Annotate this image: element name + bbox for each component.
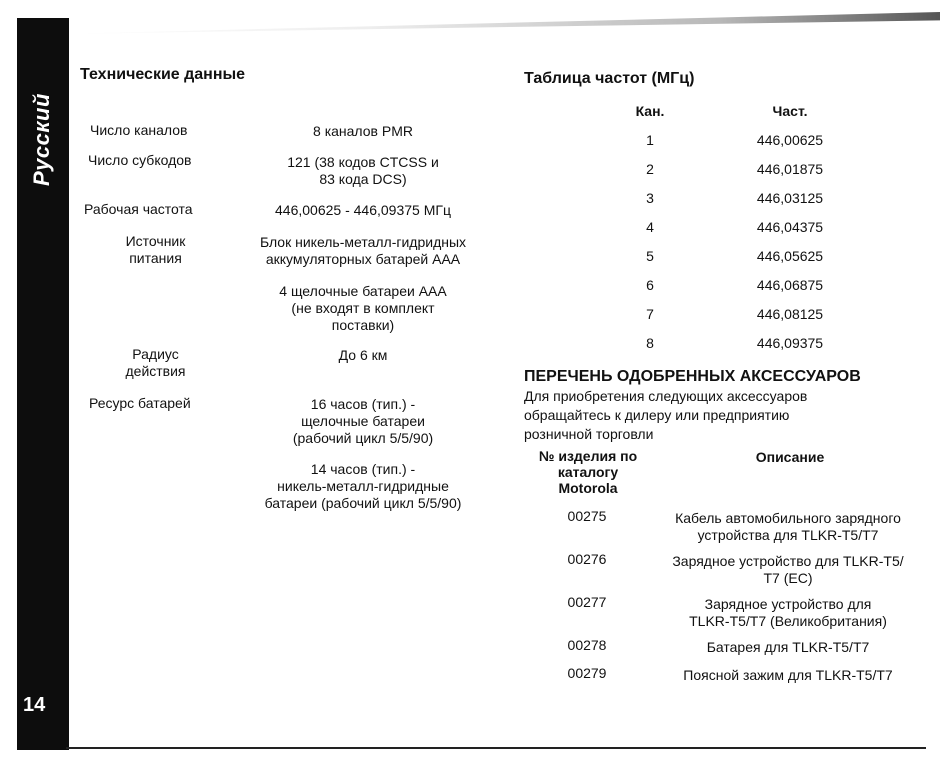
freq-channel: 7: [646, 306, 654, 322]
accessory-part-number: 00279: [567, 665, 607, 681]
accessories-header-part: Motorola: [558, 480, 618, 496]
spec-value: никель-металл-гидридные: [277, 478, 449, 494]
specs-title: Технические данные: [80, 66, 246, 83]
accessory-description: Батарея для TLKR-T5/T7: [706, 639, 870, 655]
accessories-intro: Для приобретения следующих аксессуаров: [524, 388, 808, 404]
freq-title: Таблица частот (МГц): [524, 70, 695, 87]
freq-value: 446,00625: [756, 132, 824, 148]
spec-label: Радиус: [132, 346, 179, 362]
freq-value: 446,05625: [756, 248, 824, 264]
accessory-description: Зарядное устройство для TLKR-T5/: [672, 553, 904, 569]
freq-channel: 3: [646, 190, 654, 206]
accessories-header-part: каталогу: [557, 464, 619, 480]
accessory-description: T7 (EC): [763, 570, 813, 586]
spec-label: Число каналов: [90, 122, 188, 138]
spec-value: Блок никель-металл-гидридных: [259, 234, 467, 250]
accessory-description: Поясной зажим для TLKR-T5/T7: [683, 667, 893, 683]
spec-label: Ресурс батарей: [89, 395, 191, 411]
spec-value: 4 щелочные батареи AAA: [279, 283, 447, 299]
accessory-part-number: 00277: [567, 594, 607, 610]
freq-value: 446,08125: [756, 306, 824, 322]
spec-label: Число субкодов: [88, 152, 192, 168]
bottom-rule: [66, 747, 926, 749]
spec-label: Источник: [125, 233, 186, 249]
freq-value: 446,06875: [756, 277, 824, 293]
accessories-header-part: № изделия по: [538, 448, 638, 464]
spec-value: (рабочий цикл 5/5/90): [292, 430, 434, 446]
freq-channel: 1: [646, 132, 654, 148]
freq-value: 446,04375: [756, 219, 824, 235]
freq-channel: 2: [646, 161, 654, 177]
freq-header-channel: Кан.: [635, 103, 665, 119]
freq-channel: 8: [646, 335, 654, 351]
spec-value: 446,00625 - 446,09375 МГц: [275, 202, 451, 218]
freq-value: 446,09375: [756, 335, 824, 351]
spec-value: 14 часов (тип.) -: [310, 461, 416, 477]
accessories-intro: обращайтесь к дилеру или предприятию: [524, 407, 790, 423]
accessory-description: TLKR-T5/T7 (Великобритания): [689, 613, 887, 629]
accessory-description: Зарядное устройство для: [704, 596, 872, 612]
freq-channel: 4: [646, 219, 654, 235]
spec-label: действия: [125, 363, 186, 379]
spec-value: 121 (38 кодов CTCSS и: [287, 154, 439, 170]
freq-value: 446,01875: [756, 161, 824, 177]
spec-value: аккумуляторных батарей AAA: [265, 251, 461, 267]
accessory-description: Кабель автомобильного зарядного: [675, 510, 901, 526]
language-side-tab: [17, 18, 69, 750]
accessory-description: устройства для TLKR-T5/T7: [697, 527, 879, 543]
page-number: 14: [23, 694, 46, 716]
freq-channel: 5: [646, 248, 654, 264]
accessory-part-number: 00278: [567, 637, 607, 653]
freq-header-frequency: Част.: [772, 103, 808, 119]
spec-value: батареи (рабочий цикл 5/5/90): [264, 495, 462, 511]
spec-value: 8 каналов PMR: [313, 123, 413, 139]
freq-value: 446,03125: [756, 190, 824, 206]
accessory-part-number: 00276: [567, 551, 607, 567]
spec-value: поставки): [331, 317, 395, 333]
language-label: Русский: [29, 93, 54, 186]
spec-value: 16 часов (тип.) -: [310, 396, 416, 412]
accessories-title: ПЕРЕЧЕНЬ ОДОБРЕННЫХ АКСЕССУАРОВ: [524, 368, 861, 385]
accessories-intro: розничной торговли: [524, 426, 654, 442]
accessories-header-description: Описание: [755, 449, 825, 465]
spec-value: 83 кода DCS): [319, 171, 407, 187]
spec-label: питания: [129, 250, 182, 266]
spec-label: Рабочая частота: [84, 201, 193, 217]
freq-channel: 6: [646, 277, 654, 293]
spec-value: щелочные батареи: [301, 413, 425, 429]
spec-value: (не входят в комплект: [291, 300, 435, 316]
accessory-part-number: 00275: [567, 508, 607, 524]
scan-shadow: [60, 12, 940, 34]
spec-value: До 6 км: [338, 347, 388, 363]
